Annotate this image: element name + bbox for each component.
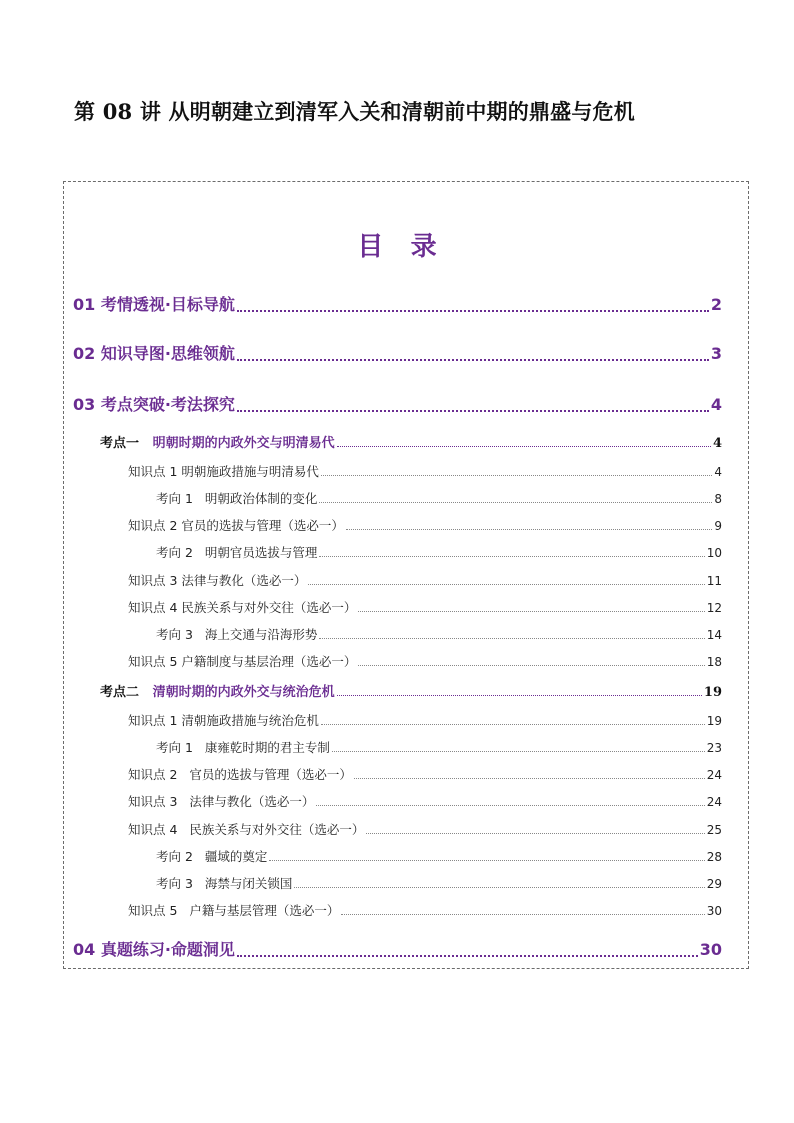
toc-dot-leader (358, 611, 704, 612)
toc-entry-label: 考点一 明朝时期的内政外交与明清易代 (100, 436, 335, 451)
toc-entry-page: 19 (706, 714, 722, 728)
toc-entry-label: 考向 1 康雍乾时期的君主专制 (156, 740, 330, 755)
toc-entry-label: 知识点 1 清朝施政措施与统治危机 (128, 713, 319, 728)
toc-dot-leader (319, 502, 712, 503)
toc-dot-leader (321, 475, 712, 476)
toc-dot-leader (316, 805, 704, 806)
toc-dot-leader (366, 833, 704, 834)
toc-entry-page: 19 (703, 685, 722, 700)
toc-entry[interactable] (73, 341, 722, 364)
toc-entry-label: 知识点 5 户籍与基层管理（选必一） (128, 903, 340, 918)
toc-dot-leader (269, 860, 704, 861)
toc-dot-leader (358, 665, 704, 666)
toc-dot-leader (294, 887, 704, 888)
toc-entry[interactable] (156, 489, 722, 507)
toc-entry[interactable] (128, 792, 722, 810)
toc-entry-page: 10 (706, 546, 722, 560)
toc-entry[interactable] (128, 462, 722, 480)
toc-entry-page: 11 (706, 574, 722, 588)
toc-dot-leader (321, 724, 705, 725)
toc-dot-leader (337, 695, 702, 696)
toc-dot-leader (237, 410, 709, 412)
toc-entry-page: 12 (706, 601, 722, 615)
toc-entry-page: 28 (706, 850, 722, 864)
toc-entry-label: 考点二 清朝时期的内政外交与统治危机 (100, 685, 335, 700)
toc-entry[interactable] (73, 292, 722, 315)
toc-entry-page: 23 (706, 741, 722, 755)
toc-entry-page: 8 (714, 492, 722, 506)
toc-entry[interactable] (100, 681, 722, 700)
toc-entry-label: 考向 1 明朝政治体制的变化 (156, 491, 318, 506)
toc-entry-label: 知识点 3 法律与教化（选必一） (128, 573, 307, 588)
toc-entry-page: 4 (710, 395, 722, 414)
toc-entry-label: 考向 3 海禁与闭关锁国 (156, 876, 293, 891)
toc-entry[interactable] (100, 432, 722, 451)
toc-dot-leader (341, 914, 704, 915)
toc-entry[interactable] (156, 738, 722, 756)
toc-entry-label: 考向 2 疆域的奠定 (156, 849, 268, 864)
toc-entry[interactable] (156, 874, 722, 892)
toc-entry-page: 4 (714, 465, 722, 479)
toc-entry-page: 2 (710, 295, 722, 314)
toc-dot-leader (354, 778, 705, 779)
toc-dot-leader (308, 584, 704, 585)
toc-heading (0, 226, 794, 263)
toc-entry-page: 18 (706, 655, 722, 669)
toc-entry[interactable] (128, 516, 722, 534)
toc-entry[interactable] (128, 571, 722, 589)
toc-entry-page: 14 (706, 628, 722, 642)
toc-entry-label: 03 考点突破·考法探究 (73, 395, 235, 414)
toc-entry-label: 知识点 2 官员的选拔与管理（选必一） (128, 518, 344, 533)
toc-entry-label: 知识点 5 户籍制度与基层治理（选必一） (128, 654, 357, 669)
toc-entry-label: 知识点 2 官员的选拔与管理（选必一） (128, 767, 352, 782)
toc-entry[interactable] (128, 901, 722, 919)
toc-entry-label: 知识点 3 法律与教化（选必一） (128, 794, 315, 809)
toc-entry-label: 知识点 1 明朝施政措施与明清易代 (128, 464, 319, 479)
toc-entry-page: 24 (706, 795, 722, 809)
toc-entry[interactable] (73, 937, 722, 960)
toc-entry-label: 考向 3 海上交通与沿海形势 (156, 627, 318, 642)
toc-entry-page: 3 (710, 344, 722, 363)
toc-dot-leader (319, 638, 704, 639)
toc-entry-page: 25 (706, 823, 722, 837)
toc-entry-page: 29 (706, 877, 722, 891)
toc-dot-leader (237, 359, 709, 361)
toc-entry[interactable] (128, 820, 722, 838)
toc-entry-page: 24 (706, 768, 722, 782)
toc-entry-label: 考向 2 明朝官员选拔与管理 (156, 545, 318, 560)
toc-dot-leader (332, 751, 705, 752)
toc-entry[interactable] (156, 543, 722, 561)
toc-entry-label: 知识点 4 民族关系与对外交往（选必一） (128, 600, 357, 615)
toc-entry-label: 知识点 4 民族关系与对外交往（选必一） (128, 822, 365, 837)
toc-entry[interactable] (73, 392, 722, 415)
toc-entry[interactable] (156, 847, 722, 865)
toc-entry[interactable] (156, 625, 722, 643)
toc-dot-leader (346, 529, 712, 530)
toc-entry[interactable] (128, 765, 722, 783)
toc-entry-label: 04 真题练习·命题洞见 (73, 940, 235, 959)
toc-entry-label: 02 知识导图·思维领航 (73, 344, 235, 363)
toc-heading-text: 目 录 (357, 232, 437, 262)
toc-entry[interactable] (128, 711, 722, 729)
toc-dot-leader (337, 446, 711, 447)
toc-entry-label: 01 考情透视·目标导航 (73, 295, 235, 314)
toc-entry-page: 30 (699, 940, 722, 959)
document-title: 第 08 讲 从明朝建立到清军入关和清朝前中期的鼎盛与危机 (74, 99, 635, 124)
toc-entry-page: 9 (714, 519, 722, 533)
toc-dot-leader (237, 310, 709, 312)
toc-entry-page: 4 (712, 436, 722, 451)
toc-dot-leader (237, 955, 698, 957)
toc-entry-page: 30 (706, 904, 722, 918)
toc-entry[interactable] (128, 598, 722, 616)
toc-dot-leader (319, 556, 704, 557)
toc-entry[interactable] (128, 652, 722, 670)
